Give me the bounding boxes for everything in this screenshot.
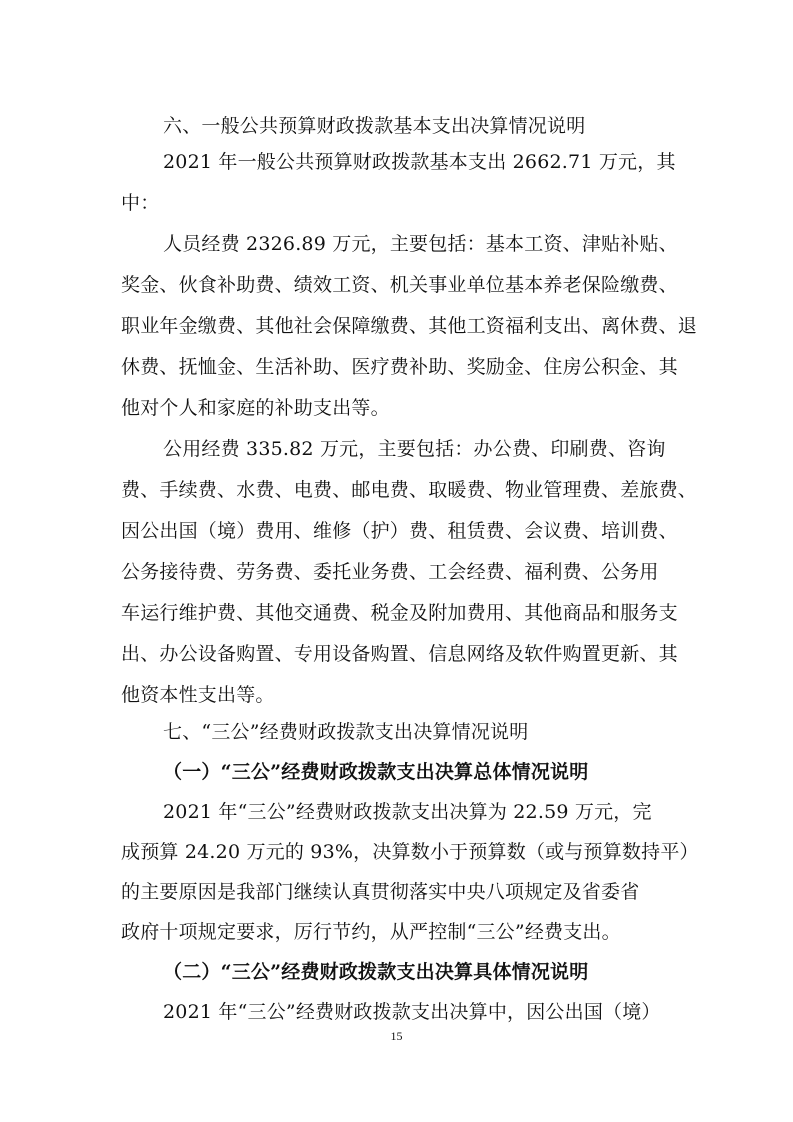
public-line-2: 费、手续费、水费、电费、邮电费、取暖费、物业管理费、差旅费、 — [121, 479, 698, 501]
sub1-body-line-2: 成预算 24.20 万元的 93%，决算数小于预算数（或与预算数持平） — [121, 841, 699, 863]
personnel-line-1: 人员经费 2326.89 万元，主要包括：基本工资、津贴补贴、 — [163, 233, 678, 255]
public-line-1: 公用经费 335.82 万元，主要包括：办公费、印刷费、咨询 — [163, 438, 666, 460]
section7-sub1-heading: （一）“三公”经费财政拨款支出决算总体情况说明 — [163, 761, 589, 783]
personnel-line-4: 休费、抚恤金、生活补助、医疗费补助、奖励金、住房公积金、其 — [121, 356, 678, 378]
section6-heading: 六、一般公共预算财政拨款基本支出决算情况说明 — [163, 115, 586, 137]
section7-heading: 七、“三公”经费财政拨款支出决算情况说明 — [163, 721, 529, 743]
personnel-line-3: 职业年金缴费、其他社会保障缴费、其他工资福利支出、离休费、退 — [121, 315, 698, 337]
section6-intro-line-1: 2021 年一般公共预算财政拨款基本支出 2662.71 万元，其 — [163, 151, 676, 173]
sub1-body-line-3: 的主要原因是我部门继续认真贯彻落实中央八项规定及省委省 — [121, 881, 640, 903]
personnel-line-5: 他对个人和家庭的补助支出等。 — [121, 397, 390, 419]
public-line-3: 因公出国（境）费用、维修（护）费、租赁费、会议费、培训费、 — [121, 520, 678, 542]
sub2-body-line-1: 2021 年“三公”经费财政拨款支出决算中，因公出国（境） — [163, 1001, 661, 1023]
sub1-body-line-4: 政府十项规定要求，厉行节约，从严控制“三公”经费支出。 — [121, 921, 621, 943]
personnel-line-2: 奖金、伙食补助费、绩效工资、机关事业单位基本养老保险缴费、 — [121, 274, 678, 296]
section7-sub2-heading: （二）“三公”经费财政拨款支出决算具体情况说明 — [163, 961, 589, 983]
page-number: 15 — [390, 1029, 403, 1043]
public-line-6: 出、办公设备购置、专用设备购置、信息网络及软件购置更新、其 — [121, 643, 678, 665]
public-line-7: 他资本性支出等。 — [121, 684, 275, 706]
sub1-body-line-1: 2021 年“三公”经费财政拨款支出决算为 22.59 万元，完 — [163, 801, 652, 823]
public-line-5: 车运行维护费、其他交通费、税金及附加费用、其他商品和服务支 — [121, 602, 678, 624]
public-line-4: 公务接待费、劳务费、委托业务费、工会经费、福利费、公务用 — [121, 561, 659, 583]
section6-intro-line-2: 中： — [121, 192, 160, 214]
